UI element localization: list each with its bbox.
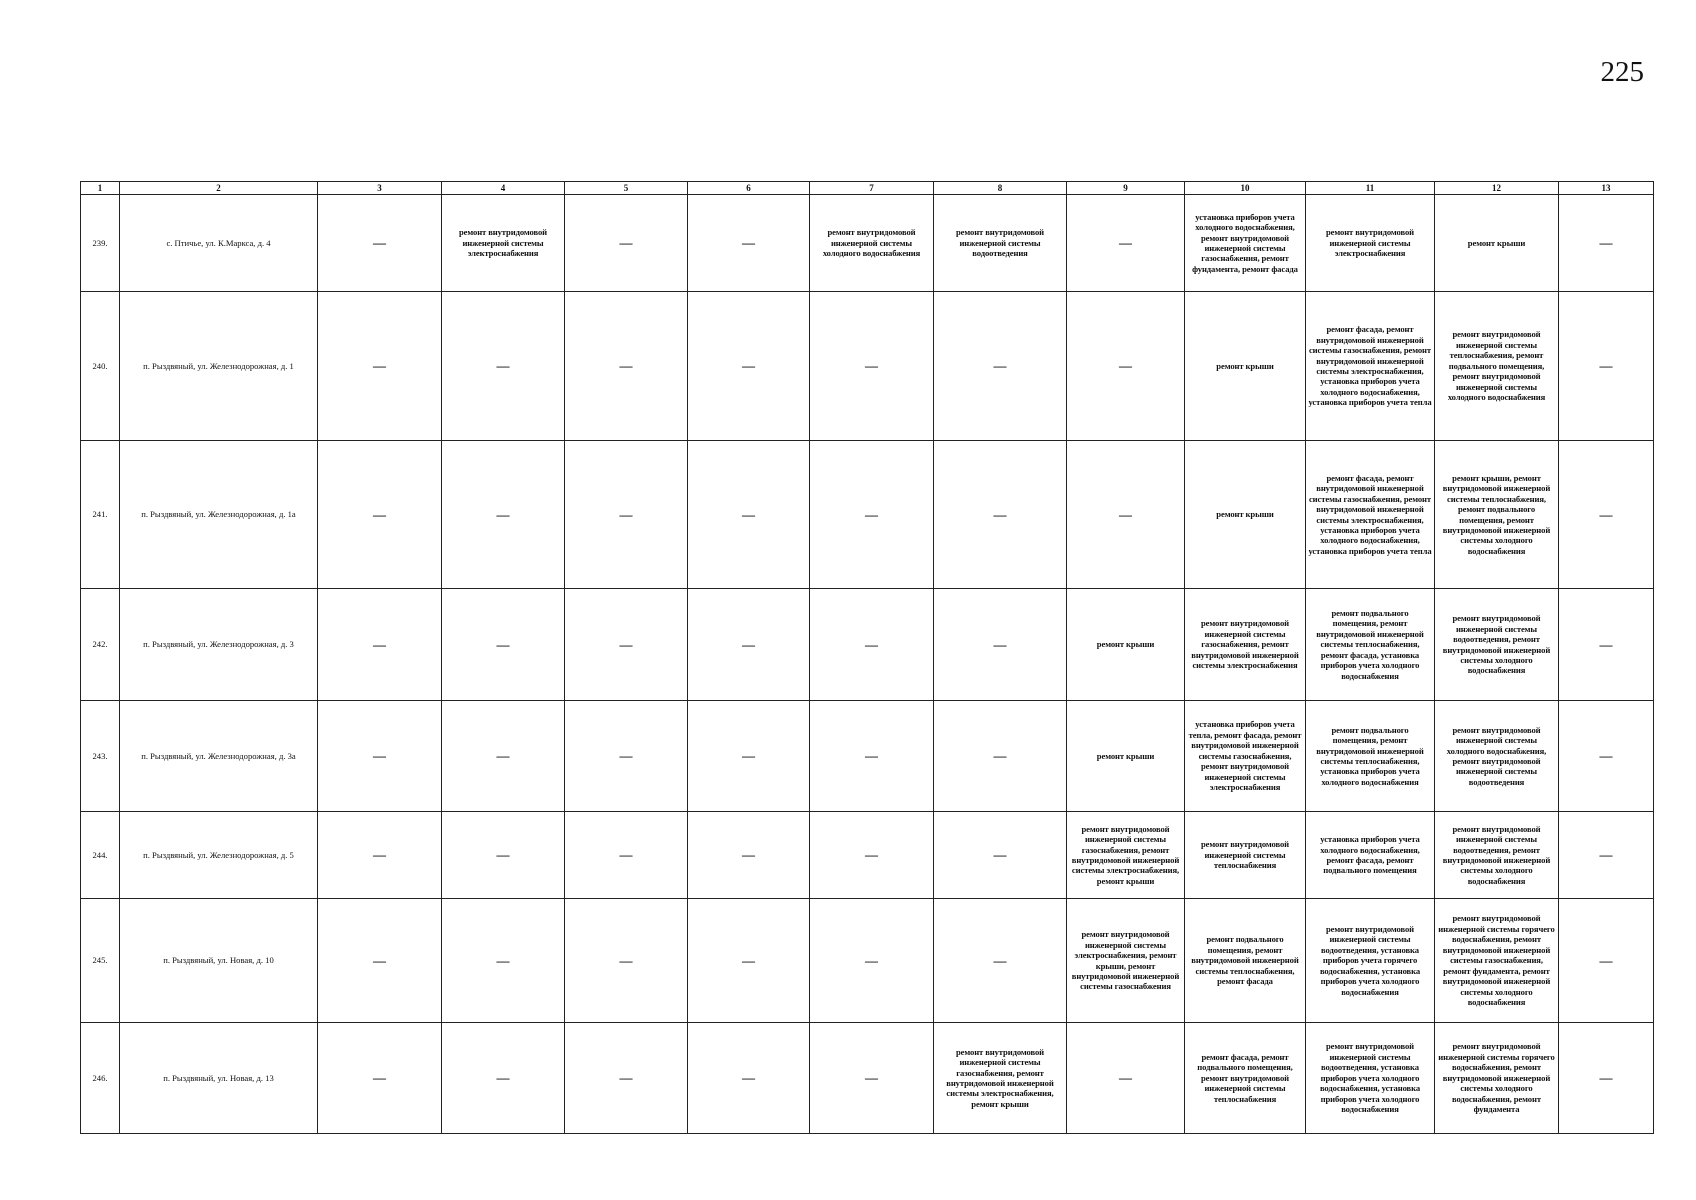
empty-cell bbox=[1559, 899, 1654, 1023]
column-number-header bbox=[81, 182, 1654, 195]
table-row bbox=[81, 195, 1654, 292]
row-number: 245. bbox=[81, 899, 120, 1023]
address-cell: п. Рыздвяный, ул. Железнодорожная, д. 3а bbox=[120, 701, 318, 812]
dash-mark: — bbox=[373, 358, 386, 374]
dash-mark: — bbox=[496, 748, 510, 764]
dash-mark: — bbox=[865, 358, 878, 374]
empty-cell bbox=[688, 292, 810, 441]
table-row bbox=[81, 292, 1654, 441]
empty-cell bbox=[565, 812, 688, 899]
empty-cell bbox=[934, 812, 1067, 899]
column-header-12: 12 bbox=[1435, 182, 1559, 195]
work-description-cell: ремонт фасада, ремонт подвального помещения, ремонт внутридомовой инженерной системы теплоснабжения bbox=[1185, 1023, 1306, 1134]
dash-mark: — bbox=[619, 748, 633, 764]
column-header-4: 4 bbox=[442, 182, 565, 195]
empty-cell bbox=[318, 195, 442, 292]
table-body bbox=[81, 182, 1654, 1134]
empty-cell bbox=[442, 292, 565, 441]
empty-cell bbox=[442, 441, 565, 589]
empty-cell bbox=[934, 589, 1067, 701]
dash-mark: — bbox=[865, 506, 878, 522]
dash-mark: — bbox=[742, 235, 755, 251]
work-description-cell: установка приборов учета холодного водоснабжения, ремонт внутридомовой инженерной системы газоснабжения, ремонт фундамента, ремонт фасада bbox=[1185, 195, 1306, 292]
empty-cell bbox=[565, 1023, 688, 1134]
empty-cell bbox=[318, 812, 442, 899]
dash-mark: — bbox=[1599, 235, 1613, 251]
dash-mark: — bbox=[993, 952, 1007, 968]
row-number: 239. bbox=[81, 195, 120, 292]
dash-mark: — bbox=[1599, 847, 1613, 863]
dash-mark: — bbox=[373, 952, 386, 968]
empty-cell bbox=[565, 701, 688, 812]
row-number: 246. bbox=[81, 1023, 120, 1134]
dash-mark: — bbox=[619, 952, 633, 968]
dash-mark: — bbox=[1599, 748, 1613, 764]
work-description-cell: ремонт крыши bbox=[1067, 701, 1185, 812]
empty-cell bbox=[688, 589, 810, 701]
work-description-cell: ремонт подвального помещения, ремонт внутридомовой инженерной системы теплоснабжения, ремонт фасада bbox=[1185, 899, 1306, 1023]
dash-mark: — bbox=[1599, 506, 1613, 522]
dash-mark: — bbox=[1119, 235, 1132, 251]
dash-mark: — bbox=[742, 636, 755, 652]
empty-cell bbox=[810, 812, 934, 899]
work-description-cell: ремонт внутридомовой инженерной системы электроснабжения bbox=[1306, 195, 1435, 292]
dash-mark: — bbox=[496, 952, 510, 968]
work-description-cell: ремонт крыши bbox=[1435, 195, 1559, 292]
empty-cell bbox=[810, 899, 934, 1023]
dash-mark: — bbox=[496, 847, 510, 863]
empty-cell bbox=[442, 1023, 565, 1134]
table-row bbox=[81, 589, 1654, 701]
dash-mark: — bbox=[619, 235, 633, 251]
empty-cell bbox=[810, 441, 934, 589]
empty-cell bbox=[318, 292, 442, 441]
dash-mark: — bbox=[993, 506, 1007, 522]
column-header-10: 10 bbox=[1185, 182, 1306, 195]
empty-cell bbox=[318, 1023, 442, 1134]
dash-mark: — bbox=[373, 636, 386, 652]
dash-mark: — bbox=[742, 952, 755, 968]
work-description-cell: ремонт внутридомовой инженерной системы горячего водоснабжения, ремонт внутридомовой инженерной системы газоснабжения, ремонт фундамента, ремонт внутридомовой инженерной системы холодного водоснабжения bbox=[1435, 899, 1559, 1023]
column-header-1: 1 bbox=[81, 182, 120, 195]
dash-mark: — bbox=[993, 748, 1007, 764]
dash-mark: — bbox=[619, 506, 633, 522]
empty-cell bbox=[565, 899, 688, 1023]
work-description-cell: ремонт внутридомовой инженерной системы электроснабжения, ремонт крыши, ремонт внутридомовой инженерной системы газоснабжения bbox=[1067, 899, 1185, 1023]
work-description-cell: ремонт внутридомовой инженерной системы холодного водоснабжения, ремонт внутридомовой инженерной системы водоотведения bbox=[1435, 701, 1559, 812]
empty-cell bbox=[565, 589, 688, 701]
empty-cell bbox=[688, 701, 810, 812]
address-cell: п. Рыздвяный, ул. Железнодорожная, д. 5 bbox=[120, 812, 318, 899]
dash-mark: — bbox=[742, 358, 755, 374]
dash-mark: — bbox=[373, 748, 386, 764]
dash-mark: — bbox=[619, 636, 633, 652]
dash-mark: — bbox=[1599, 952, 1613, 968]
work-description-cell: ремонт внутридомовой инженерной системы теплоснабжения bbox=[1185, 812, 1306, 899]
work-description-cell: ремонт внутридомовой инженерной системы теплоснабжения, ремонт подвального помещения, ремонт внутридомовой инженерной системы холодного водоснабжения bbox=[1435, 292, 1559, 441]
dash-mark: — bbox=[865, 1070, 878, 1086]
empty-cell bbox=[1559, 589, 1654, 701]
dash-mark: — bbox=[619, 847, 633, 863]
dash-mark: — bbox=[993, 847, 1007, 863]
empty-cell bbox=[810, 1023, 934, 1134]
empty-cell bbox=[688, 441, 810, 589]
repair-schedule-table bbox=[80, 181, 1654, 1134]
work-description-cell: ремонт крыши bbox=[1185, 441, 1306, 589]
dash-mark: — bbox=[619, 358, 633, 374]
work-description-cell: ремонт крыши bbox=[1185, 292, 1306, 441]
work-description-cell: установка приборов учета тепла, ремонт фасада, ремонт внутридомовой инженерной системы газоснабжения, ремонт внутридомовой инженерной системы электроснабжения bbox=[1185, 701, 1306, 812]
dash-mark: — bbox=[993, 636, 1007, 652]
empty-cell bbox=[318, 701, 442, 812]
empty-cell bbox=[565, 441, 688, 589]
column-header-7: 7 bbox=[810, 182, 934, 195]
work-description-cell: ремонт внутридомовой инженерной системы холодного водоснабжения bbox=[810, 195, 934, 292]
dash-mark: — bbox=[373, 235, 386, 251]
work-description-cell: ремонт крыши bbox=[1067, 589, 1185, 701]
row-number: 243. bbox=[81, 701, 120, 812]
work-description-cell: ремонт крыши, ремонт внутридомовой инженерной системы теплоснабжения, ремонт подвального помещения, ремонт внутридомовой инженерной системы холодного водоснабжения bbox=[1435, 441, 1559, 589]
dash-mark: — bbox=[619, 1070, 633, 1086]
empty-cell bbox=[1559, 701, 1654, 812]
dash-mark: — bbox=[865, 748, 878, 764]
empty-cell bbox=[934, 701, 1067, 812]
work-description-cell: ремонт внутридомовой инженерной системы водоотведения bbox=[934, 195, 1067, 292]
empty-cell bbox=[688, 1023, 810, 1134]
dash-mark: — bbox=[865, 952, 878, 968]
dash-mark: — bbox=[373, 506, 386, 522]
dash-mark: — bbox=[742, 748, 755, 764]
dash-mark: — bbox=[373, 1070, 386, 1086]
empty-cell bbox=[1067, 195, 1185, 292]
work-description-cell: ремонт фасада, ремонт внутридомовой инженерной системы газоснабжения, ремонт внутридомовой инженерной системы электроснабжения, установка приборов учета холодного водоснабжения, установка приборов учета тепла bbox=[1306, 292, 1435, 441]
empty-cell bbox=[318, 589, 442, 701]
address-cell: п. Рыздвяный, ул. Новая, д. 13 bbox=[120, 1023, 318, 1134]
address-cell: п. Рыздвяный, ул. Новая, д. 10 bbox=[120, 899, 318, 1023]
work-description-cell: ремонт внутридомовой инженерной системы водоотведения, установка приборов учета холодного водоснабжения, установка приборов учета холодного водоснабжения bbox=[1306, 1023, 1435, 1134]
column-header-11: 11 bbox=[1306, 182, 1435, 195]
row-number: 244. bbox=[81, 812, 120, 899]
empty-cell bbox=[442, 701, 565, 812]
empty-cell bbox=[688, 899, 810, 1023]
dash-mark: — bbox=[1119, 358, 1132, 374]
dash-mark: — bbox=[496, 506, 510, 522]
empty-cell bbox=[934, 292, 1067, 441]
work-description-cell: ремонт внутридомовой инженерной системы водоотведения, ремонт внутридомовой инженерной системы холодного водоснабжения bbox=[1435, 589, 1559, 701]
work-description-cell: ремонт внутридомовой инженерной системы газоснабжения, ремонт внутридомовой инженерной системы электроснабжения, ремонт крыши bbox=[1067, 812, 1185, 899]
dash-mark: — bbox=[742, 1070, 755, 1086]
dash-mark: — bbox=[1599, 1070, 1613, 1086]
column-header-2: 2 bbox=[120, 182, 318, 195]
dash-mark: — bbox=[1119, 506, 1132, 522]
dash-mark: — bbox=[742, 847, 755, 863]
dash-mark: — bbox=[865, 636, 878, 652]
dash-mark: — bbox=[1599, 358, 1613, 374]
row-number: 241. bbox=[81, 441, 120, 589]
column-header-5: 5 bbox=[565, 182, 688, 195]
table-row bbox=[81, 701, 1654, 812]
column-header-13: 13 bbox=[1559, 182, 1654, 195]
empty-cell bbox=[688, 195, 810, 292]
empty-cell bbox=[810, 589, 934, 701]
work-description-cell: ремонт внутридомовой инженерной системы газоснабжения, ремонт внутридомовой инженерной системы электроснабжения, ремонт крыши bbox=[934, 1023, 1067, 1134]
dash-mark: — bbox=[496, 636, 510, 652]
table-row bbox=[81, 441, 1654, 589]
empty-cell bbox=[442, 899, 565, 1023]
column-header-9: 9 bbox=[1067, 182, 1185, 195]
work-description-cell: ремонт внутридомовой инженерной системы электроснабжения bbox=[442, 195, 565, 292]
address-cell: п. Рыздвяный, ул. Железнодорожная, д. 1а bbox=[120, 441, 318, 589]
empty-cell bbox=[1067, 441, 1185, 589]
column-header-6: 6 bbox=[688, 182, 810, 195]
table-row bbox=[81, 812, 1654, 899]
empty-cell bbox=[318, 441, 442, 589]
work-description-cell: ремонт внутридомовой инженерной системы горячего водоснабжения, ремонт внутридомовой инженерной системы холодного водоснабжения, ремонт фундамента bbox=[1435, 1023, 1559, 1134]
empty-cell bbox=[1067, 1023, 1185, 1134]
column-header-8: 8 bbox=[934, 182, 1067, 195]
empty-cell bbox=[810, 292, 934, 441]
empty-cell bbox=[1559, 292, 1654, 441]
empty-cell bbox=[442, 589, 565, 701]
column-header-3: 3 bbox=[318, 182, 442, 195]
work-description-cell: ремонт фасада, ремонт внутридомовой инженерной системы газоснабжения, ремонт внутридомовой инженерной системы электроснабжения, установка приборов учета холодного водоснабжения, установка приборов учета тепла bbox=[1306, 441, 1435, 589]
empty-cell bbox=[1559, 1023, 1654, 1134]
address-cell: п. Рыздвяный, ул. Железнодорожная, д. 3 bbox=[120, 589, 318, 701]
empty-cell bbox=[442, 812, 565, 899]
dash-mark: — bbox=[865, 847, 878, 863]
dash-mark: — bbox=[1599, 636, 1613, 652]
empty-cell bbox=[810, 701, 934, 812]
row-number: 242. bbox=[81, 589, 120, 701]
empty-cell bbox=[688, 812, 810, 899]
dash-mark: — bbox=[373, 847, 386, 863]
row-number: 240. bbox=[81, 292, 120, 441]
empty-cell bbox=[565, 292, 688, 441]
work-description-cell: ремонт внутридомовой инженерной системы водоотведения, установка приборов учета горячего водоснабжения, установка приборов учета холодного водоснабжения bbox=[1306, 899, 1435, 1023]
empty-cell bbox=[1559, 441, 1654, 589]
address-cell: с. Птичье, ул. К.Маркса, д. 4 bbox=[120, 195, 318, 292]
dash-mark: — bbox=[993, 358, 1007, 374]
work-description-cell: установка приборов учета холодного водоснабжения, ремонт фасада, ремонт подвального помещения bbox=[1306, 812, 1435, 899]
empty-cell bbox=[1067, 292, 1185, 441]
table-row bbox=[81, 1023, 1654, 1134]
empty-cell bbox=[934, 441, 1067, 589]
empty-cell bbox=[565, 195, 688, 292]
address-cell: п. Рыздвяный, ул. Железнодорожная, д. 1 bbox=[120, 292, 318, 441]
empty-cell bbox=[934, 899, 1067, 1023]
empty-cell bbox=[318, 899, 442, 1023]
work-description-cell: ремонт подвального помещения, ремонт внутридомовой инженерной системы теплоснабжения, ремонт фасада, установка приборов учета холодного водоснабжения bbox=[1306, 589, 1435, 701]
dash-mark: — bbox=[1119, 1070, 1132, 1086]
work-description-cell: ремонт внутридомовой инженерной системы газоснабжения, ремонт внутридомовой инженерной системы электроснабжения bbox=[1185, 589, 1306, 701]
table-row bbox=[81, 899, 1654, 1023]
dash-mark: — bbox=[496, 358, 510, 374]
dash-mark: — bbox=[742, 506, 755, 522]
page-number: 225 bbox=[1600, 56, 1644, 88]
dash-mark: — bbox=[496, 1070, 510, 1086]
work-description-cell: ремонт подвального помещения, ремонт внутридомовой инженерной системы теплоснабжения, установка приборов учета холодного водоснабжения bbox=[1306, 701, 1435, 812]
empty-cell bbox=[1559, 195, 1654, 292]
work-description-cell: ремонт внутридомовой инженерной системы водоотведения, ремонт внутридомовой инженерной системы холодного водоснабжения bbox=[1435, 812, 1559, 899]
empty-cell bbox=[1559, 812, 1654, 899]
